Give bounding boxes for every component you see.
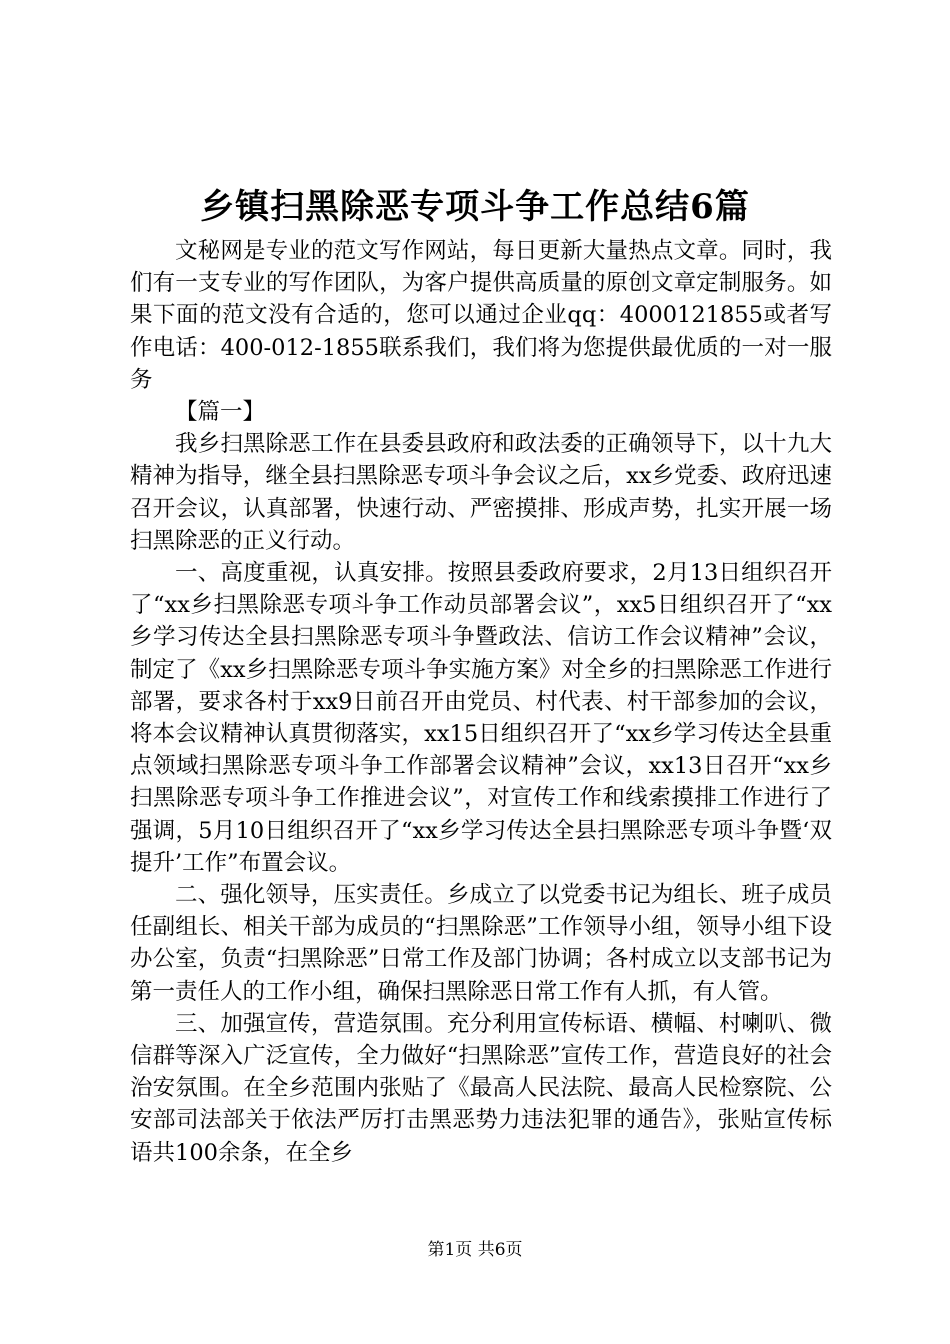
document-body — [130, 235, 832, 1169]
page-footer: 第1页 共6页 — [427, 1240, 523, 1260]
body-paragraph: 二、强化领导，压实责任。乡成立了以党委书记为组长、班子成员任副组长、相关干部为成员的“扫黑除恶”工作领导小组，领导小组下设办公室，负责“扫黑除恶”日常工作及部门协调；各村成立以支部书记为第一责任人的工作小组，确保扫黑除恶日常工作有人抓，有人管。 — [130, 882, 832, 1005]
body-paragraph: 我乡扫黑除恶工作在县委县政府和政法委的正确领导下，以十九大精神为指导，继全县扫黑除恶专项斗争会议之后，xx乡党委、政府迅速召开会议，认真部署，快速行动、严密摸排、形成声势，扎实开展一场扫黑除恶的正义行动。 — [130, 431, 832, 554]
document-title: 乡镇扫黑除恶专项斗争工作总结6篇 — [200, 187, 750, 227]
body-paragraph: 一、高度重视，认真安排。按照县委政府要求，2月13日组织召开了“xx乡扫黑除恶专项斗争工作动员部署会议”，xx5日组织召开了“xx乡学习传达全县扫黑除恶专项斗争暨政法、信访工作会议精神”会议，制定了《xx乡扫黑除恶专项斗争实施方案》对全乡的扫黑除恶工作进行部署，要求各村于xx9日前召开由党员、村代表、村干部参加的会议，将本会议精神认真贯彻落实，xx15日组织召开了“xx乡学习传达全县重点领域扫黑除恶专项斗争工作部署会议精神”会议，xx13日召开“xx乡扫黑除恶专项斗争工作推进会议”，对宣传工作和线索摸排工作进行了强调，5月10日组织召开了“xx乡学习传达全县扫黑除恶专项斗争暨‘双提升’工作”布置会议。 — [130, 560, 832, 876]
intro-paragraph: 文秘网是专业的范文写作网站，每日更新大量热点文章。同时，我们有一支专业的写作团队，为客户提供高质量的原创文章定制服务。如果下面的范文没有合适的，您可以通过企业qq：4000121855或者写作电话：400-012-1855联系我们，我们将为您提供最优质的一对一服务 — [130, 238, 832, 393]
body-paragraph: 三、加强宣传，营造氛围。充分利用宣传标语、横幅、村喇叭、微信群等深入广泛宣传，全力做好“扫黑除恶”宣传工作，营造良好的社会治安氛围。在全乡范围内张贴了《最高人民法院、最高人民检察院、公安部司法部关于依法严厉打击黑恶势力违法犯罪的通告》，张贴宣传标语共100余条，在全乡 — [130, 1010, 832, 1166]
section-heading: 【篇一】 — [175, 399, 266, 426]
